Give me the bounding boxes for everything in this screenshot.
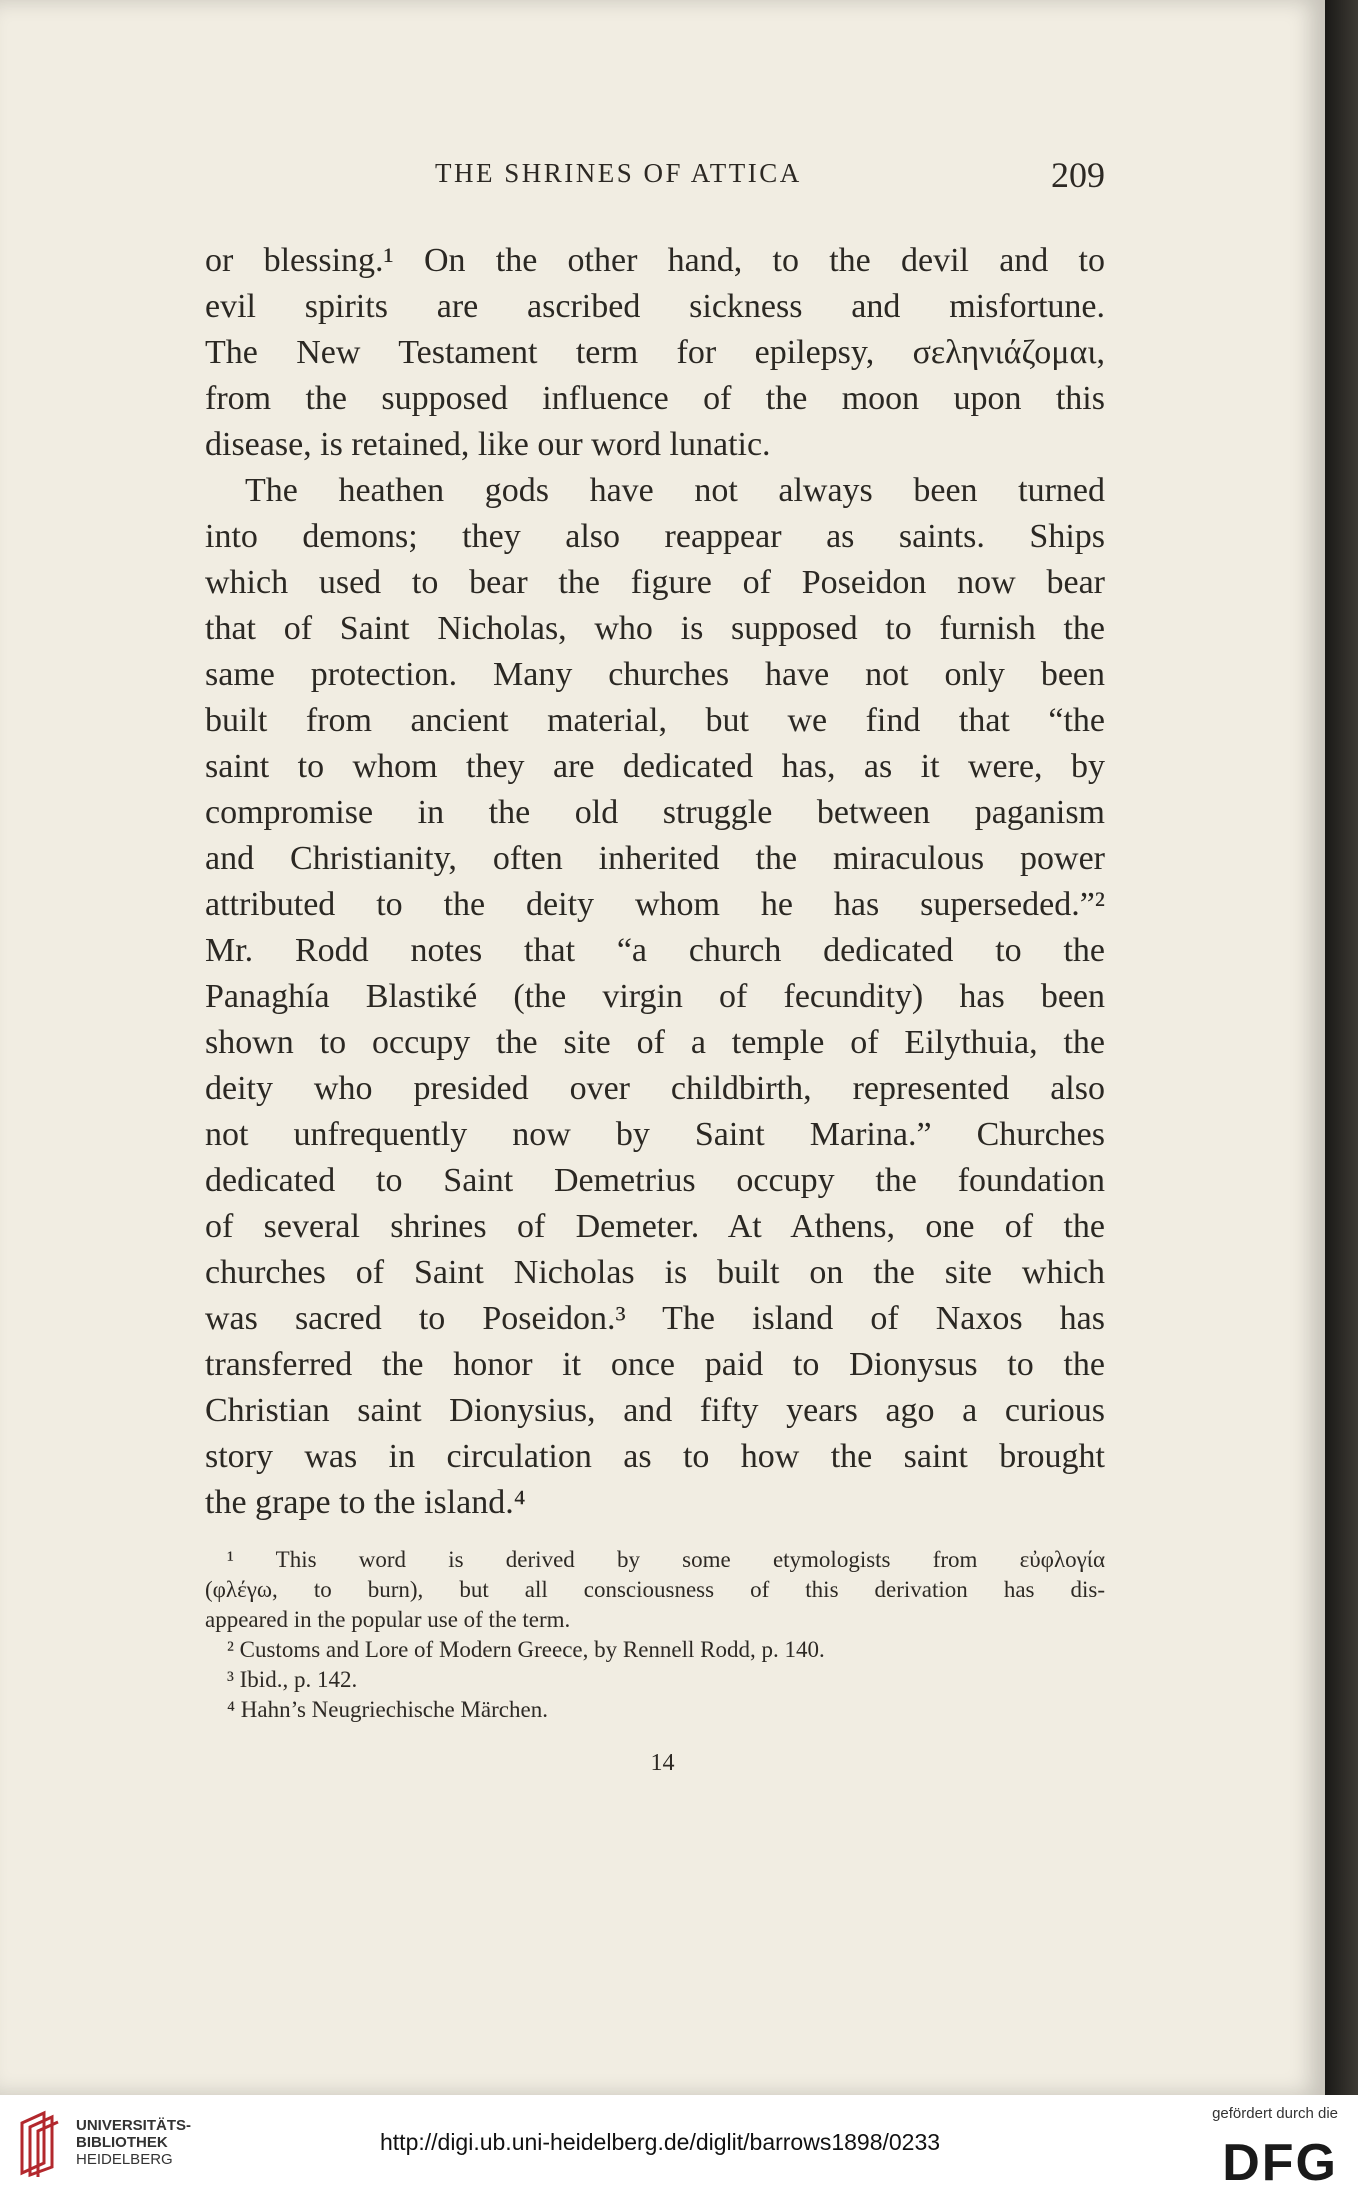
text-line: the grape to the island.⁴ <box>205 1484 526 1521</box>
text-line: of several shrines of Demeter. At Athens, one of the <box>205 1208 1105 1245</box>
text-line: evil spirits are ascribed sickness and misfortune. <box>205 288 1105 325</box>
footnote-line: (φλέγω, to burn), but all consciousness of this derivation has dis- <box>205 1577 1105 1602</box>
book-spine-shadow <box>1325 0 1358 2095</box>
text-line: Mr. Rodd notes that “a church dedicated to the <box>205 932 1105 969</box>
text-line: not unfrequently now by Saint Marina.” Churches <box>205 1116 1105 1153</box>
text-line: which used to bear the figure of Poseidon now bear <box>205 564 1105 601</box>
text-line: disease, is retained, like our word lunatic. <box>205 426 771 463</box>
permalink-url[interactable]: http://digi.ub.uni-heidelberg.de/diglit/barrows1898/0233 <box>380 2129 941 2155</box>
text-line: Panaghía Blastiké (the virgin of fecundity) has been <box>205 978 1105 1015</box>
running-title: THE SHRINES OF ATTICA <box>435 158 802 188</box>
body-text <box>205 238 1105 1526</box>
library-name-line: BIBLIOTHEK <box>76 2134 168 2151</box>
footnote-line: ² Customs and Lore of Modern Greece, by Rennell Rodd, p. 140. <box>227 1637 825 1662</box>
text-line: transferred the honor it once paid to Dionysus to the <box>205 1346 1105 1383</box>
text-line: built from ancient material, but we find that “the <box>205 702 1105 739</box>
text-line: shown to occupy the site of a temple of Eilythuia, the <box>205 1024 1105 1061</box>
text-line: The New Testament term for epilepsy, σεληνιάζομαι, <box>205 334 1105 371</box>
text-line: was sacred to Poseidon.³ The island of Naxos has <box>205 1300 1105 1337</box>
dfg-logo: DFG <box>1222 2134 1338 2192</box>
library-name-line: HEIDELBERG <box>76 2151 173 2168</box>
text-line: and Christianity, often inherited the miraculous power <box>205 840 1105 877</box>
text-line: from the supposed influence of the moon upon this <box>205 380 1105 417</box>
text-line: deity who presided over childbirth, represented also <box>205 1070 1105 1107</box>
footnote-line: ⁴ Hahn’s Neugriechische Märchen. <box>227 1697 548 1722</box>
footnote-line: ¹ This word is derived by some etymologists from εὐφλογία <box>227 1547 1105 1572</box>
text-line: Christian saint Dionysius, and fifty years ago a curious <box>205 1392 1105 1429</box>
text-line: compromise in the old struggle between paganism <box>205 794 1105 831</box>
text-line: into demons; they also reappear as saints. Ships <box>205 518 1105 555</box>
text-line: story was in circulation as to how the saint brought <box>205 1438 1105 1475</box>
text-line: same protection. Many churches have not only been <box>205 656 1105 693</box>
library-name-line: UNIVERSITÄTS- <box>76 2117 192 2134</box>
page-number: 209 <box>1051 155 1105 195</box>
footnotes <box>205 1545 1105 1725</box>
text-line: or blessing.¹ On the other hand, to the devil and to <box>205 242 1105 279</box>
signature-mark: 14 <box>650 1750 675 1776</box>
footnote-line: appeared in the popular use of the term. <box>205 1607 571 1632</box>
text-line: churches of Saint Nicholas is built on the site which <box>205 1254 1105 1291</box>
funding-caption: gefördert durch die <box>1212 2105 1338 2122</box>
text-line: dedicated to Saint Demetrius occupy the foundation <box>205 1162 1105 1199</box>
footnote-line: ³ Ibid., p. 142. <box>227 1667 358 1692</box>
text-line: saint to whom they are dedicated has, as it were, by <box>205 748 1105 785</box>
text-line: The heathen gods have not always been turned <box>245 472 1105 509</box>
text-line: attributed to the deity whom he has superseded.”² <box>205 886 1105 923</box>
library-name <box>76 2117 191 2168</box>
library-logo-icon <box>14 2109 62 2179</box>
running-head <box>205 155 1105 202</box>
viewer-footer <box>0 2095 1358 2208</box>
text-line: that of Saint Nicholas, who is supposed to furnish the <box>205 610 1105 647</box>
